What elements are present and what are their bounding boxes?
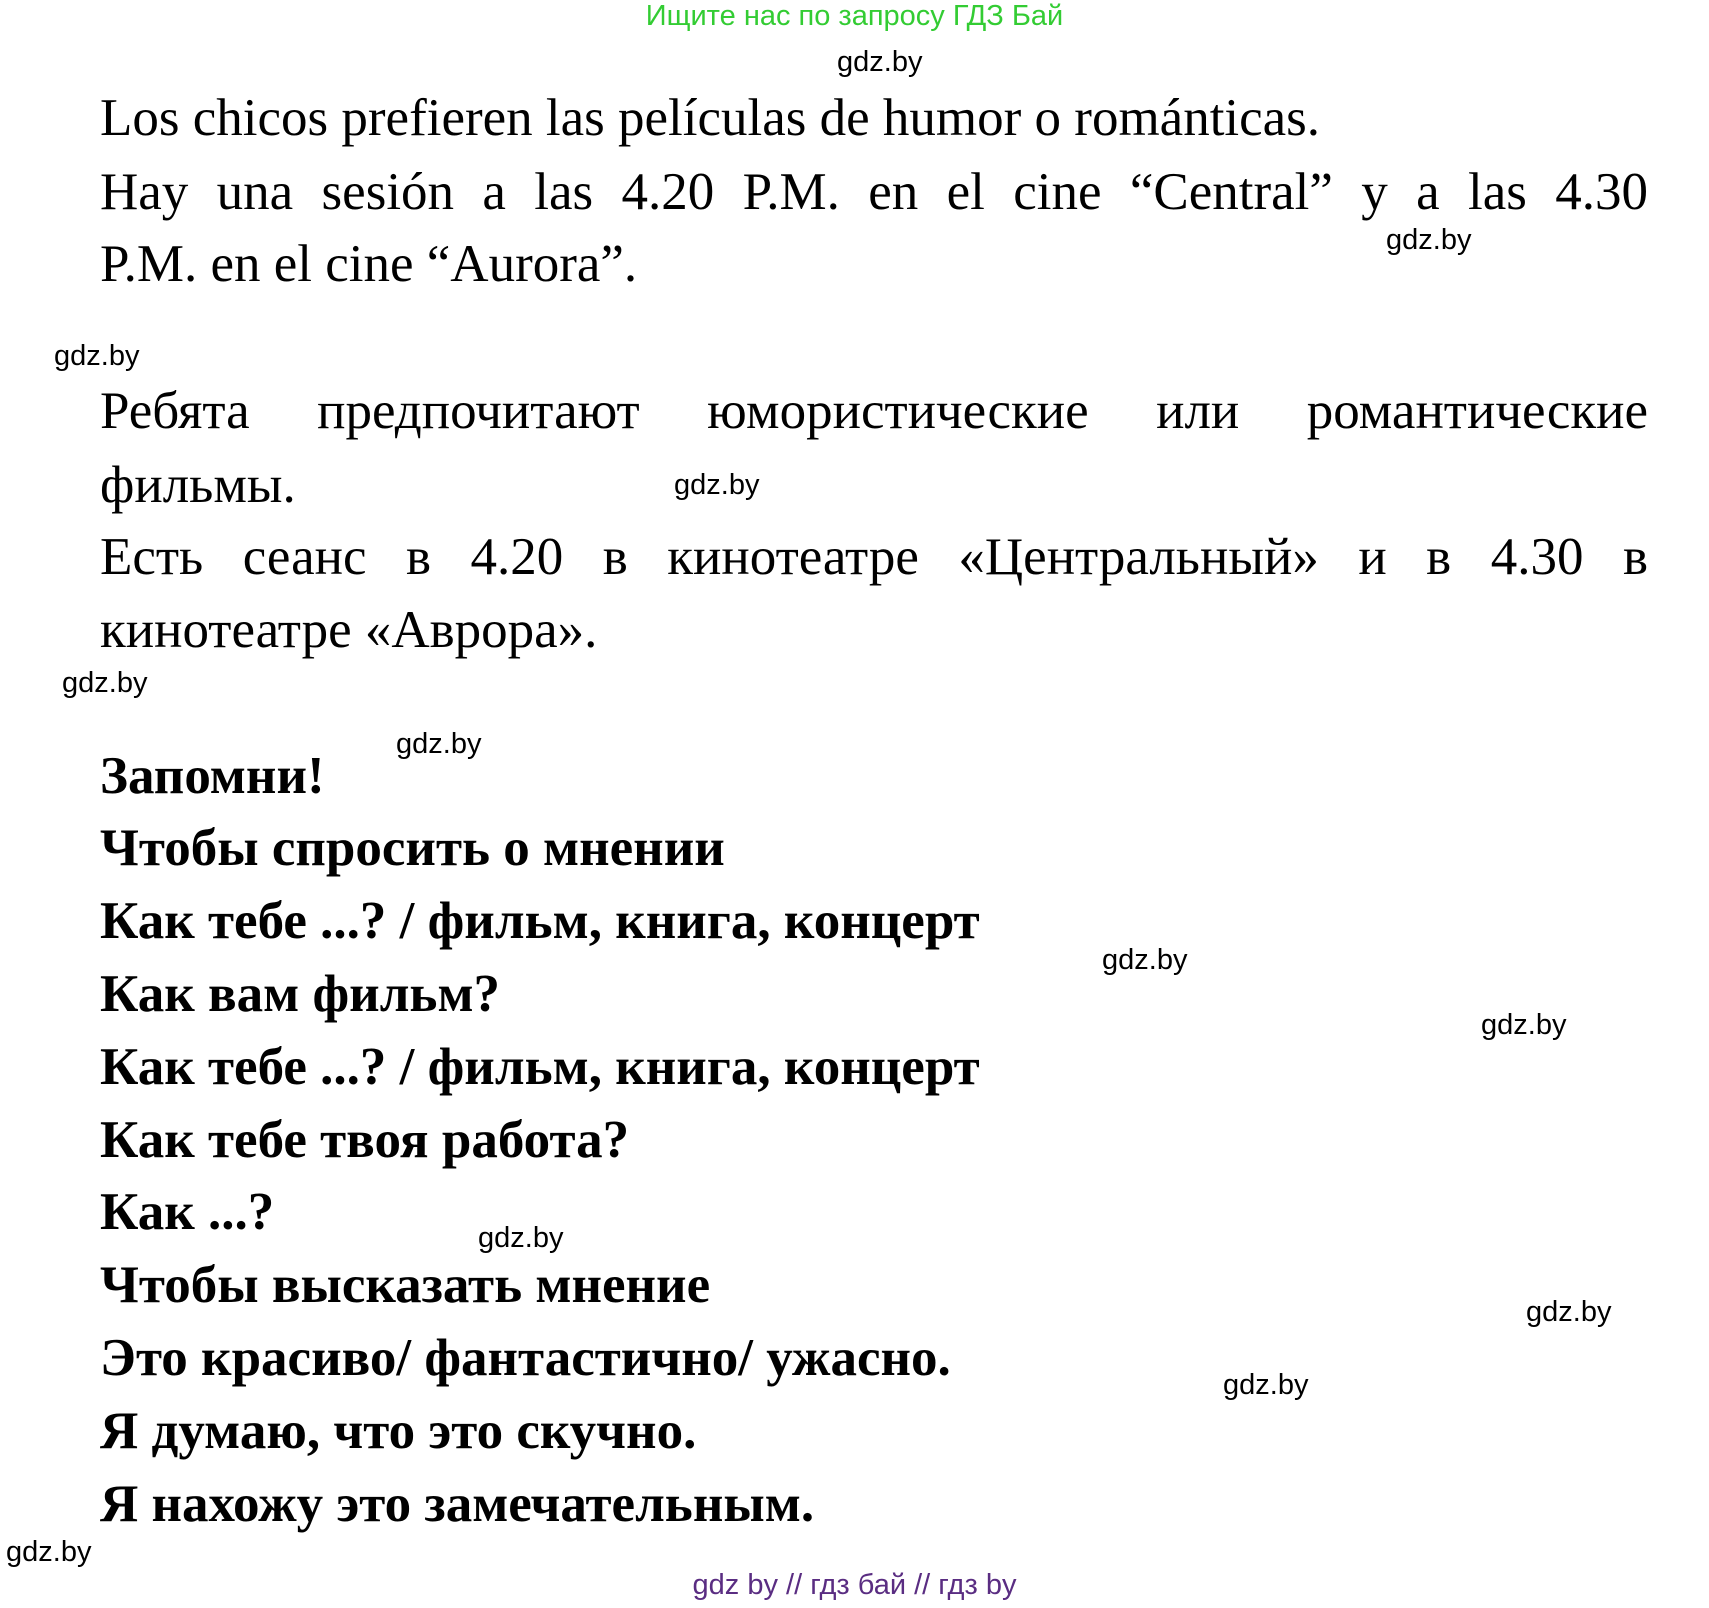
remember-line: Это красиво/ фантастично/ ужасно. [100,1329,951,1387]
remember-line: Я думаю, что это скучно. [100,1402,697,1460]
remember-line: Как тебе ...? / фильм, книга, концерт [100,1038,980,1096]
russian-line-4: кинотеатре «Аврора». [100,601,598,659]
remember-line: Как вам фильм? [100,965,501,1023]
watermark: gdz.by [1386,224,1472,256]
watermark: gdz.by [478,1222,564,1254]
watermark: gdz.by [54,340,140,372]
spanish-line-1: Los chicos prefieren las películas de humor o románticas. [100,89,1321,147]
remember-line: Как тебе ...? / фильм, книга, концерт [100,892,980,950]
watermark: gdz.by [1526,1296,1612,1328]
russian-line-2: фильмы. [100,456,296,514]
remember-line: Чтобы высказать мнение [100,1256,711,1314]
russian-line-3: Есть сеанс в 4.20 в кинотеатре «Центральный» и в 4.30 в [100,528,1648,586]
watermark: gdz.by [6,1536,92,1568]
site-banner: Ищите нас по запросу ГДЗ Бай [645,0,1064,32]
russian-line-1: Ребята предпочитают юмористические или романтические [100,382,1648,440]
watermark: gdz.by [674,469,760,501]
watermark: gdz.by [1223,1369,1309,1401]
remember-line: Я нахожу это замечательным. [100,1475,815,1533]
remember-line: Как ...? [100,1183,275,1241]
spanish-line-3: P.M. en el cine “Aurora”. [100,235,638,293]
remember-title: Запомни! [100,747,325,805]
spanish-line-2: Hay una sesión a las 4.20 P.M. en el cine “Central” y a las 4.30 [100,163,1648,221]
watermark: gdz.by [1102,944,1188,976]
watermark: gdz.by [396,728,482,760]
remember-line: Чтобы спросить о мнении [100,819,725,877]
remember-line: Как тебе твоя работа? [100,1111,630,1169]
site-footer: gdz by // гдз бай // гдз by [692,1569,1017,1601]
watermark: gdz.by [1481,1009,1567,1041]
watermark: gdz.by [62,667,148,699]
watermark: gdz.by [837,46,923,78]
